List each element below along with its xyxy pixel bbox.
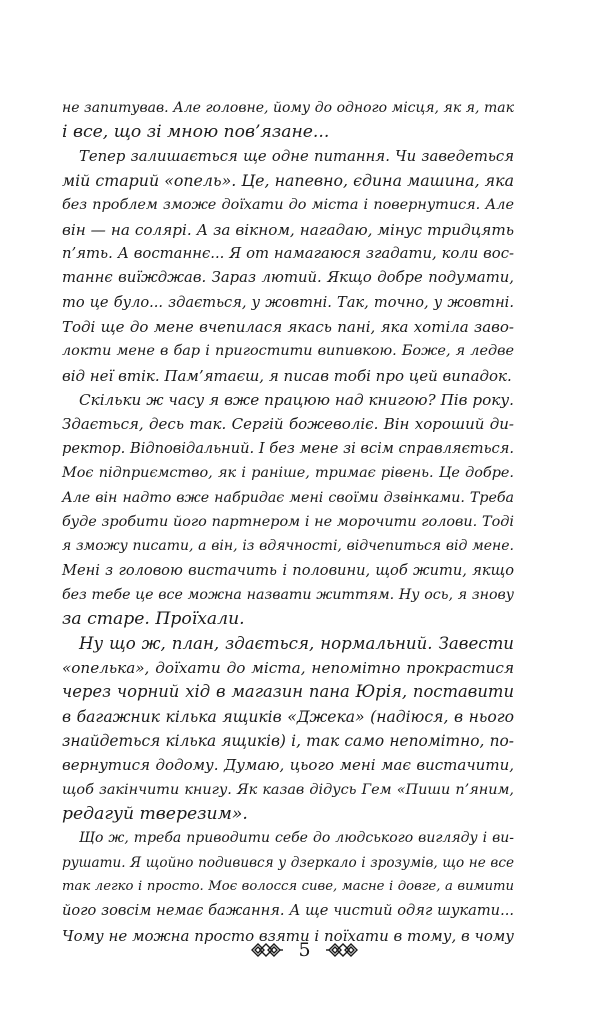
text-line: не запитував. Але головне, йому до одного місця, як я, так [62, 100, 514, 116]
text-line: Здається, десь так. Сергій божеволіє. Він хороший ди- [62, 415, 514, 434]
knot-ornament-icon [250, 942, 284, 958]
text-line: вернутися додому. Думаю, цього мені має вистачити, [62, 756, 514, 775]
text-line: рушати. Я щойно подивився у дзеркало і зрозумів, що не все [62, 854, 514, 871]
knot-ornament-icon [325, 942, 359, 958]
text-line: і все, що зі мною пов’язане... [62, 122, 330, 143]
text-line: мій старий «опель». Це, напевно, єдина машина, яка [62, 171, 514, 191]
text-line: ректор. Відповідальний. І без мене зі всім справляється. [62, 439, 514, 457]
text-line: Скільки ж часу я вже працюю над книгою? Пів року. [79, 391, 514, 410]
text-line: п’ять. А востаннє... Я от намагаюся згадати, коли вос- [62, 245, 514, 263]
text-line: так легко і просто. Моє волосся сиве, масне і довге, а вимити [62, 879, 514, 894]
text-line: «опелька», доїхати до міста, непомітно прокрастися [62, 658, 514, 677]
text-line: Ну що ж, план, здається, нормальний. Завести [79, 633, 514, 653]
page-footer [0, 935, 609, 965]
text-line: буде зробити його партнером і не морочити голови. Тоді [62, 513, 514, 530]
text-line: через чорний хід в магазин пана Юрія, поставити [62, 682, 514, 702]
text-line: Чому не можна просто взяти і поїхати в тому, в чому [62, 926, 514, 945]
text-line: від неї втік. Пам’ятаєш, я писав тобі про цей випадок. [62, 366, 512, 385]
text-line: в багажник кілька ящиків «Джека» (надіюся, в нього [62, 707, 514, 726]
text-line: його зовсім немає бажання. А ще чистий одяг шукати... [62, 902, 514, 920]
body-text [62, 96, 514, 948]
text-line: без проблем зможе доїхати до міста і повернутися. Але [62, 197, 514, 214]
text-line: без тебе це все можна назвати життям. Ну ось, я знову [62, 586, 514, 603]
text-line: за старе. Проїхали. [62, 609, 245, 630]
text-line: Мені з головою вистачить і половини, щоб жити, якщо [62, 561, 514, 579]
text-line: то це було... здається, у жовтні. Так, точно, у жовтні. [62, 293, 514, 311]
page-number: 5 [298, 938, 311, 961]
text-line: я зможу писати, а він, із вдячності, відчепиться від мене. [62, 538, 514, 555]
text-line: Тепер залишається ще одне питання. Чи заведеться [79, 147, 514, 165]
text-line: таннє виїжджав. Зараз лютий. Якщо добре подумати, [62, 269, 514, 287]
text-line: локти мене в бар і пригостити випивкою. Боже, я ледве [62, 343, 514, 360]
text-line: Тоді ще до мене вчепилася якась пані, яка хотіла заво- [62, 318, 514, 337]
text-line: він — на солярі. А за вікном, нагадаю, мінус тридцять [62, 220, 514, 239]
text-line: Але він надто вже набридає мені своїми дзвінками. Треба [62, 489, 514, 506]
text-line: Моє підприємство, як і раніше, тримає рівень. Це добре. [62, 465, 514, 482]
text-line: редагуй тверезим». [62, 803, 248, 824]
text-line: знайдеться кілька ящиків) і, так само непомітно, по- [62, 731, 514, 750]
text-line: щоб закінчити книгу. Як казав дідусь Гем «Пиши п’яним, [62, 781, 514, 798]
text-line: Що ж, треба приводити себе до людського вигляду і ви- [79, 830, 514, 847]
